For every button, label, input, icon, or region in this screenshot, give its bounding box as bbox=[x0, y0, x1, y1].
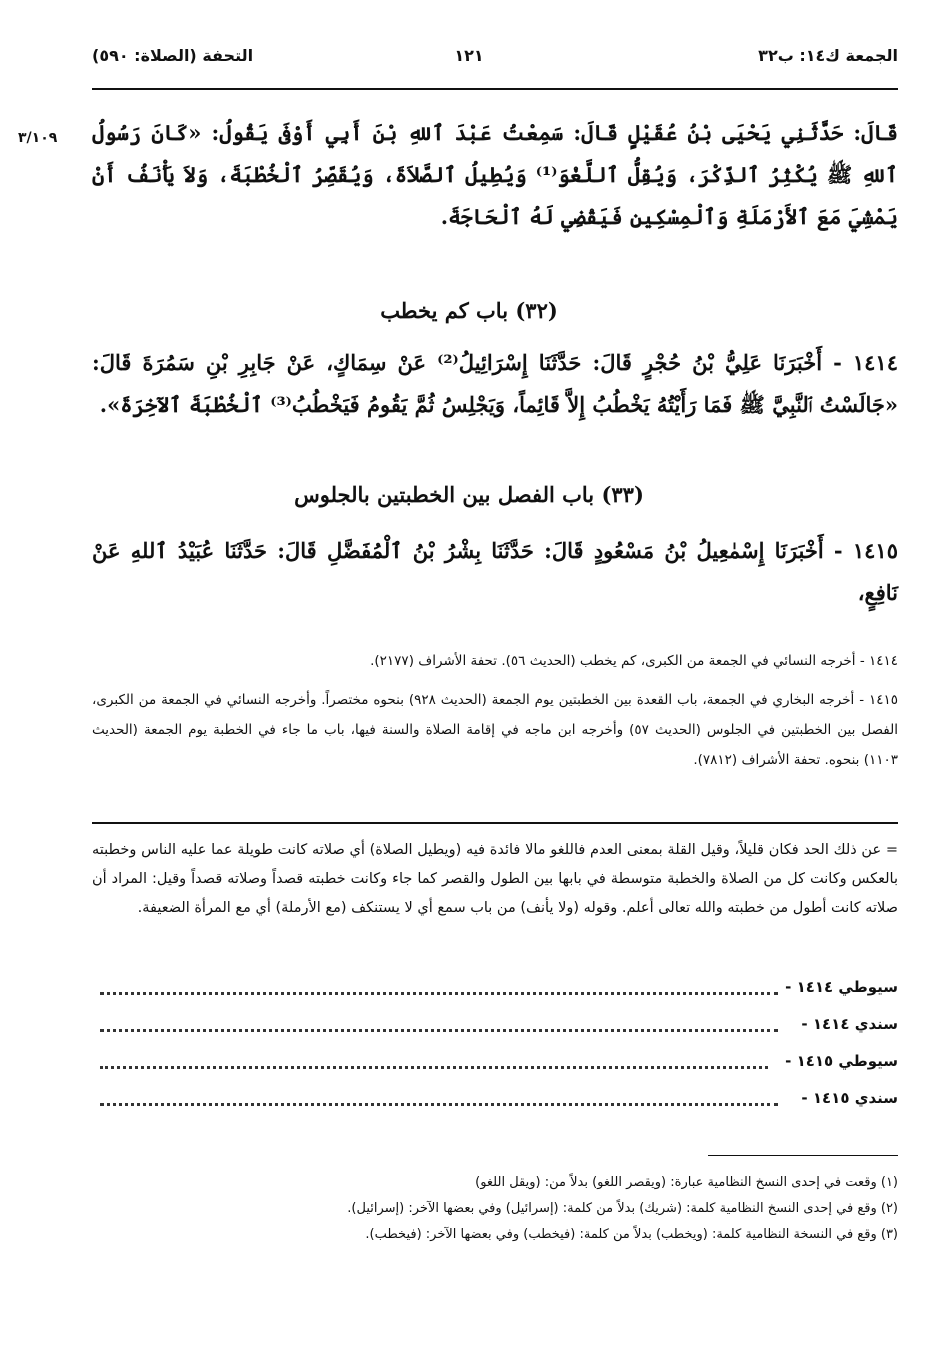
commentary-row-label: سندي ١٤١٥ - bbox=[801, 1089, 898, 1107]
footnote-3: (٣) وقع في النسخة النظامية كلمة: (ويخطب) بدلاً من كلمة: (فيخطب) وفي بعضها الآخر: (فيخطب). bbox=[365, 1227, 898, 1242]
commentary-row bbox=[100, 978, 898, 1006]
chapter-33-title: (٣٣) باب الفصل بين الخطبتين بالجلوس bbox=[294, 482, 644, 507]
commentary-row bbox=[100, 1015, 898, 1043]
dotted-leader bbox=[100, 1103, 778, 1106]
takhrij-1415: ١٤١٥ - أخرجه البخاري في الجمعة، باب القعدة بين الخطبتين يوم الجمعة (الحديث ٩٢٨) بنحوه مختصراً. وأخرجه النسائي في الجمعة من الكبرى، الفصل بين الخطبتين في الجلوس (الحديث ٥٧) وأخرجه ابن ماجه في إقامة الصلاة والسنة فيها، باب ما جاء في الخطبة يوم الجمعة (الحديث ١١٠٣) بنحوه. تحفة الأشراف (٧٨١٢). bbox=[92, 692, 898, 768]
commentary-row bbox=[100, 1052, 898, 1080]
hadith-1415-text: ١٤١٥ - أَخْبَرَنَا إِسْمٰعِيلُ بْنُ مَسْعُودٍ قَالَ: حَدَّثَنَا بِشْرُ بْنُ ٱلْمُفَضَّلِ قَالَ: حَدَّثَنَا عُبَيْدُ ٱللهِ عَنْ نَافِعٍ، bbox=[92, 538, 898, 605]
footnote-2: (٢) وقع في إحدى النسخ النظامية كلمة: (شريك) بدلاً من كلمة: (إسرائيل) وفي بعضها الآخر: (إسرائيل). bbox=[347, 1201, 898, 1216]
takhrij-1414: ١٤١٤ - أخرجه النسائي في الجمعة من الكبرى، كم يخطب (الحديث ٥٦). تحفة الأشراف (٢١٧٧). bbox=[370, 653, 898, 669]
commentary-row-label: سيوطي ١٤١٥ - bbox=[785, 1052, 898, 1070]
commentary-row-label: سندي ١٤١٤ - bbox=[801, 1015, 898, 1033]
footnotes bbox=[92, 1170, 898, 1248]
hadith-1413-text: قَالَ: حَدَّثَنِي يَحْيَى بْنُ عُقَيْلٍ قَالَ: سَمِعْتُ عَبْدَ ٱللهِ بْنَ أَبِي أَوْفَى يَقُولُ: «كَانَ رَسُولُ ٱللهِ ﷺ يُكْثِرُ ٱلذِّكْرَ، وَيُقِلُّ ٱللَّغْوَ⁽¹⁾ وَيُطِيلُ ٱلصَّلاَةَ، وَيُقَصِّرُ ٱلْخُطْبَةَ، وَلاَ يَأْنَفُ أَنْ يَمْشِيَ مَعَ ٱلأَرْمَلَةِ وَٱلْمِسْكِينِ فَيَقْضِي لَهُ ٱلْحَاجَةَ. bbox=[92, 120, 898, 229]
footnote-1: (١) وقعت في إحدى النسخ النظامية عبارة: (ويقصر اللغو) بدلاً من: (ويقل اللغو) bbox=[475, 1175, 898, 1190]
commentary-text: = عن ذلك الحد فكان قليلاً، وقيل القلة بمعنى العدم فاللغو مالا فائدة فيه (ويطيل الصلاة) أي صلاته كانت طويلة عما عليه الناس وخطبته بالعكس وكانت كل من الصلاة والخطبة متوسطة في بابها بين الطول والقصر كما جاء وكانت خطبته قصداً وصلاته قصداً وقيل: المراد أن صلاته كانت أطول من خطبته والله تعالى أعلم. وقوله (ولا يأنف) من باب سمع أي لا يستنكف (مع الأرملة) أي مع المرأة الضعيفة. bbox=[92, 842, 898, 916]
dotted-leader bbox=[100, 1066, 768, 1069]
commentary-rule bbox=[92, 822, 898, 824]
dotted-leader bbox=[100, 1029, 778, 1032]
header-rule bbox=[92, 88, 898, 90]
page-number: ١٢١ bbox=[454, 46, 484, 65]
footnote-rule bbox=[708, 1155, 898, 1156]
commentary-row bbox=[100, 1089, 898, 1117]
chapter-32-title: (٣٢) باب كم يخطب bbox=[380, 298, 558, 323]
hadith-1414-text: ١٤١٤ - أَخْبَرَنَا عَلِيُّ بْنُ حُجْرٍ قَالَ: حَدَّثَنَا إِسْرَائِيلُ⁽²⁾ عَنْ سِمَاكٍ، عَنْ جَابِرِ بْنِ سَمُرَةَ قَالَ: «جَالَسْتُ ٱلنَّبِيَّ ﷺ فَمَا رَأَيْتُهُ يَخْطُبُ إِلاَّ قَائِماً، وَيَجْلِسُ ثُمَّ يَقُومُ فَيَخْطُبُ⁽³⁾ ٱلْخُطْبَةَ ٱلآخِرَةَ». bbox=[92, 350, 898, 417]
margin-reference: ٣/١٠٩ bbox=[18, 130, 58, 146]
header-chapter-ref: الجمعة ك١٤: ب٣٢ bbox=[758, 46, 898, 65]
dotted-leader bbox=[100, 992, 778, 995]
commentary-row-label: سيوطي ١٤١٤ - bbox=[785, 978, 898, 996]
header-tuhfa-ref: التحفة (الصلاة: ٥٩٠) bbox=[92, 46, 254, 65]
